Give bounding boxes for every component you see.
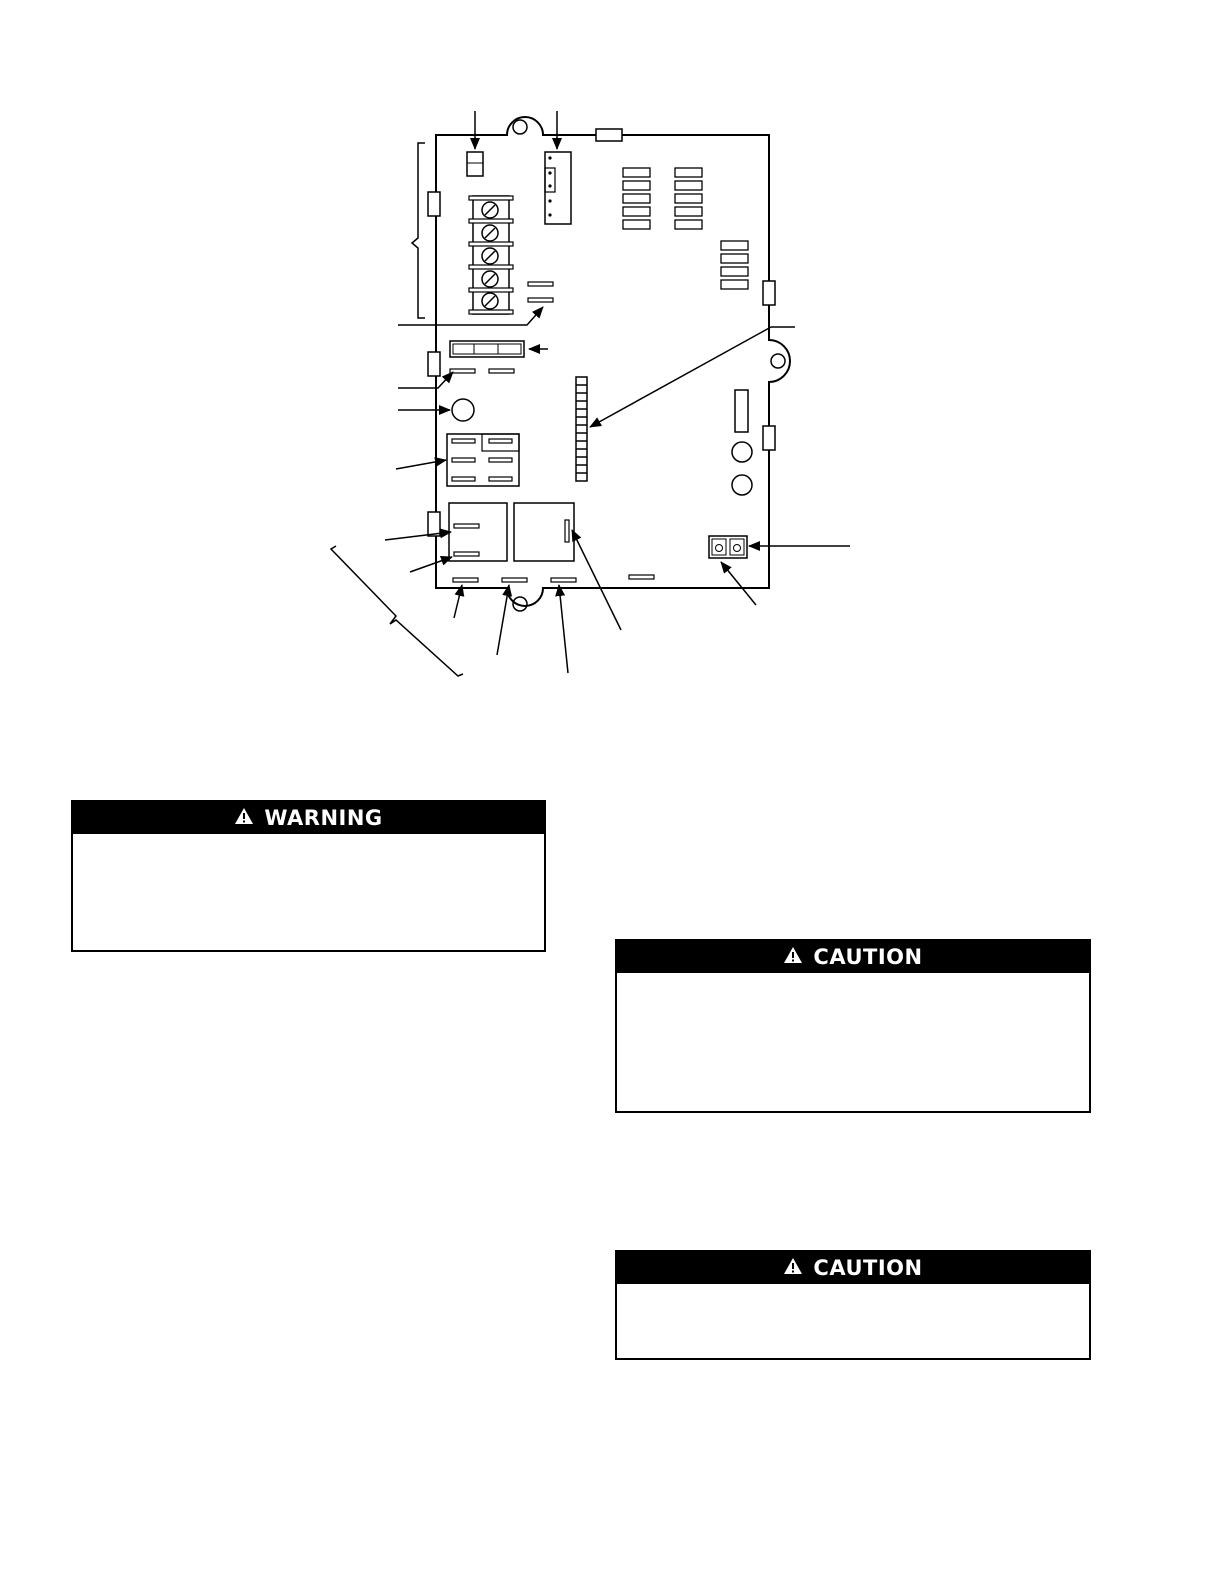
- caution-header: [617, 1252, 1089, 1284]
- warning-label: WARNING: [264, 806, 383, 830]
- slot-component: [735, 390, 748, 432]
- three-pin-connector: [450, 341, 524, 357]
- warning-box: [71, 800, 546, 952]
- warning-header: [73, 802, 544, 834]
- caution-label: CAUTION: [813, 1256, 923, 1280]
- caution-box: [615, 1250, 1091, 1360]
- spade-connector: [629, 575, 654, 579]
- relay-left: [449, 503, 507, 561]
- spade-connector: [528, 298, 553, 302]
- spade-connector: [551, 578, 576, 582]
- relay-terminals: [447, 434, 519, 486]
- spade-connector: [528, 282, 553, 286]
- caution-box: [615, 939, 1091, 1113]
- spade-connector: [450, 369, 475, 373]
- round-component: [732, 442, 752, 462]
- two-pin-connector: [709, 536, 747, 558]
- edge-tab: [428, 352, 440, 376]
- caution-label: CAUTION: [813, 945, 923, 969]
- pin-strip: [576, 377, 587, 481]
- spade-connector: [489, 369, 514, 373]
- spade-connector: [502, 578, 527, 582]
- round-component: [452, 399, 474, 421]
- warning-triangle-icon: [783, 1256, 803, 1280]
- edge-tab: [428, 192, 440, 216]
- round-component: [732, 475, 752, 495]
- warning-triangle-icon: [234, 806, 254, 830]
- bracket-top-left: [412, 143, 425, 318]
- fuse-component: [467, 152, 483, 176]
- edge-tab: [763, 281, 775, 305]
- pin-header: [545, 152, 571, 224]
- terminal-block: [469, 196, 513, 314]
- control-board-diagram: [0, 0, 1224, 720]
- spade-connector: [453, 578, 478, 582]
- warning-triangle-icon: [783, 945, 803, 969]
- caution-header: [617, 941, 1089, 973]
- edge-tab: [428, 512, 440, 536]
- relay-right: [514, 503, 574, 561]
- edge-tab: [596, 129, 622, 141]
- edge-tab: [763, 426, 775, 450]
